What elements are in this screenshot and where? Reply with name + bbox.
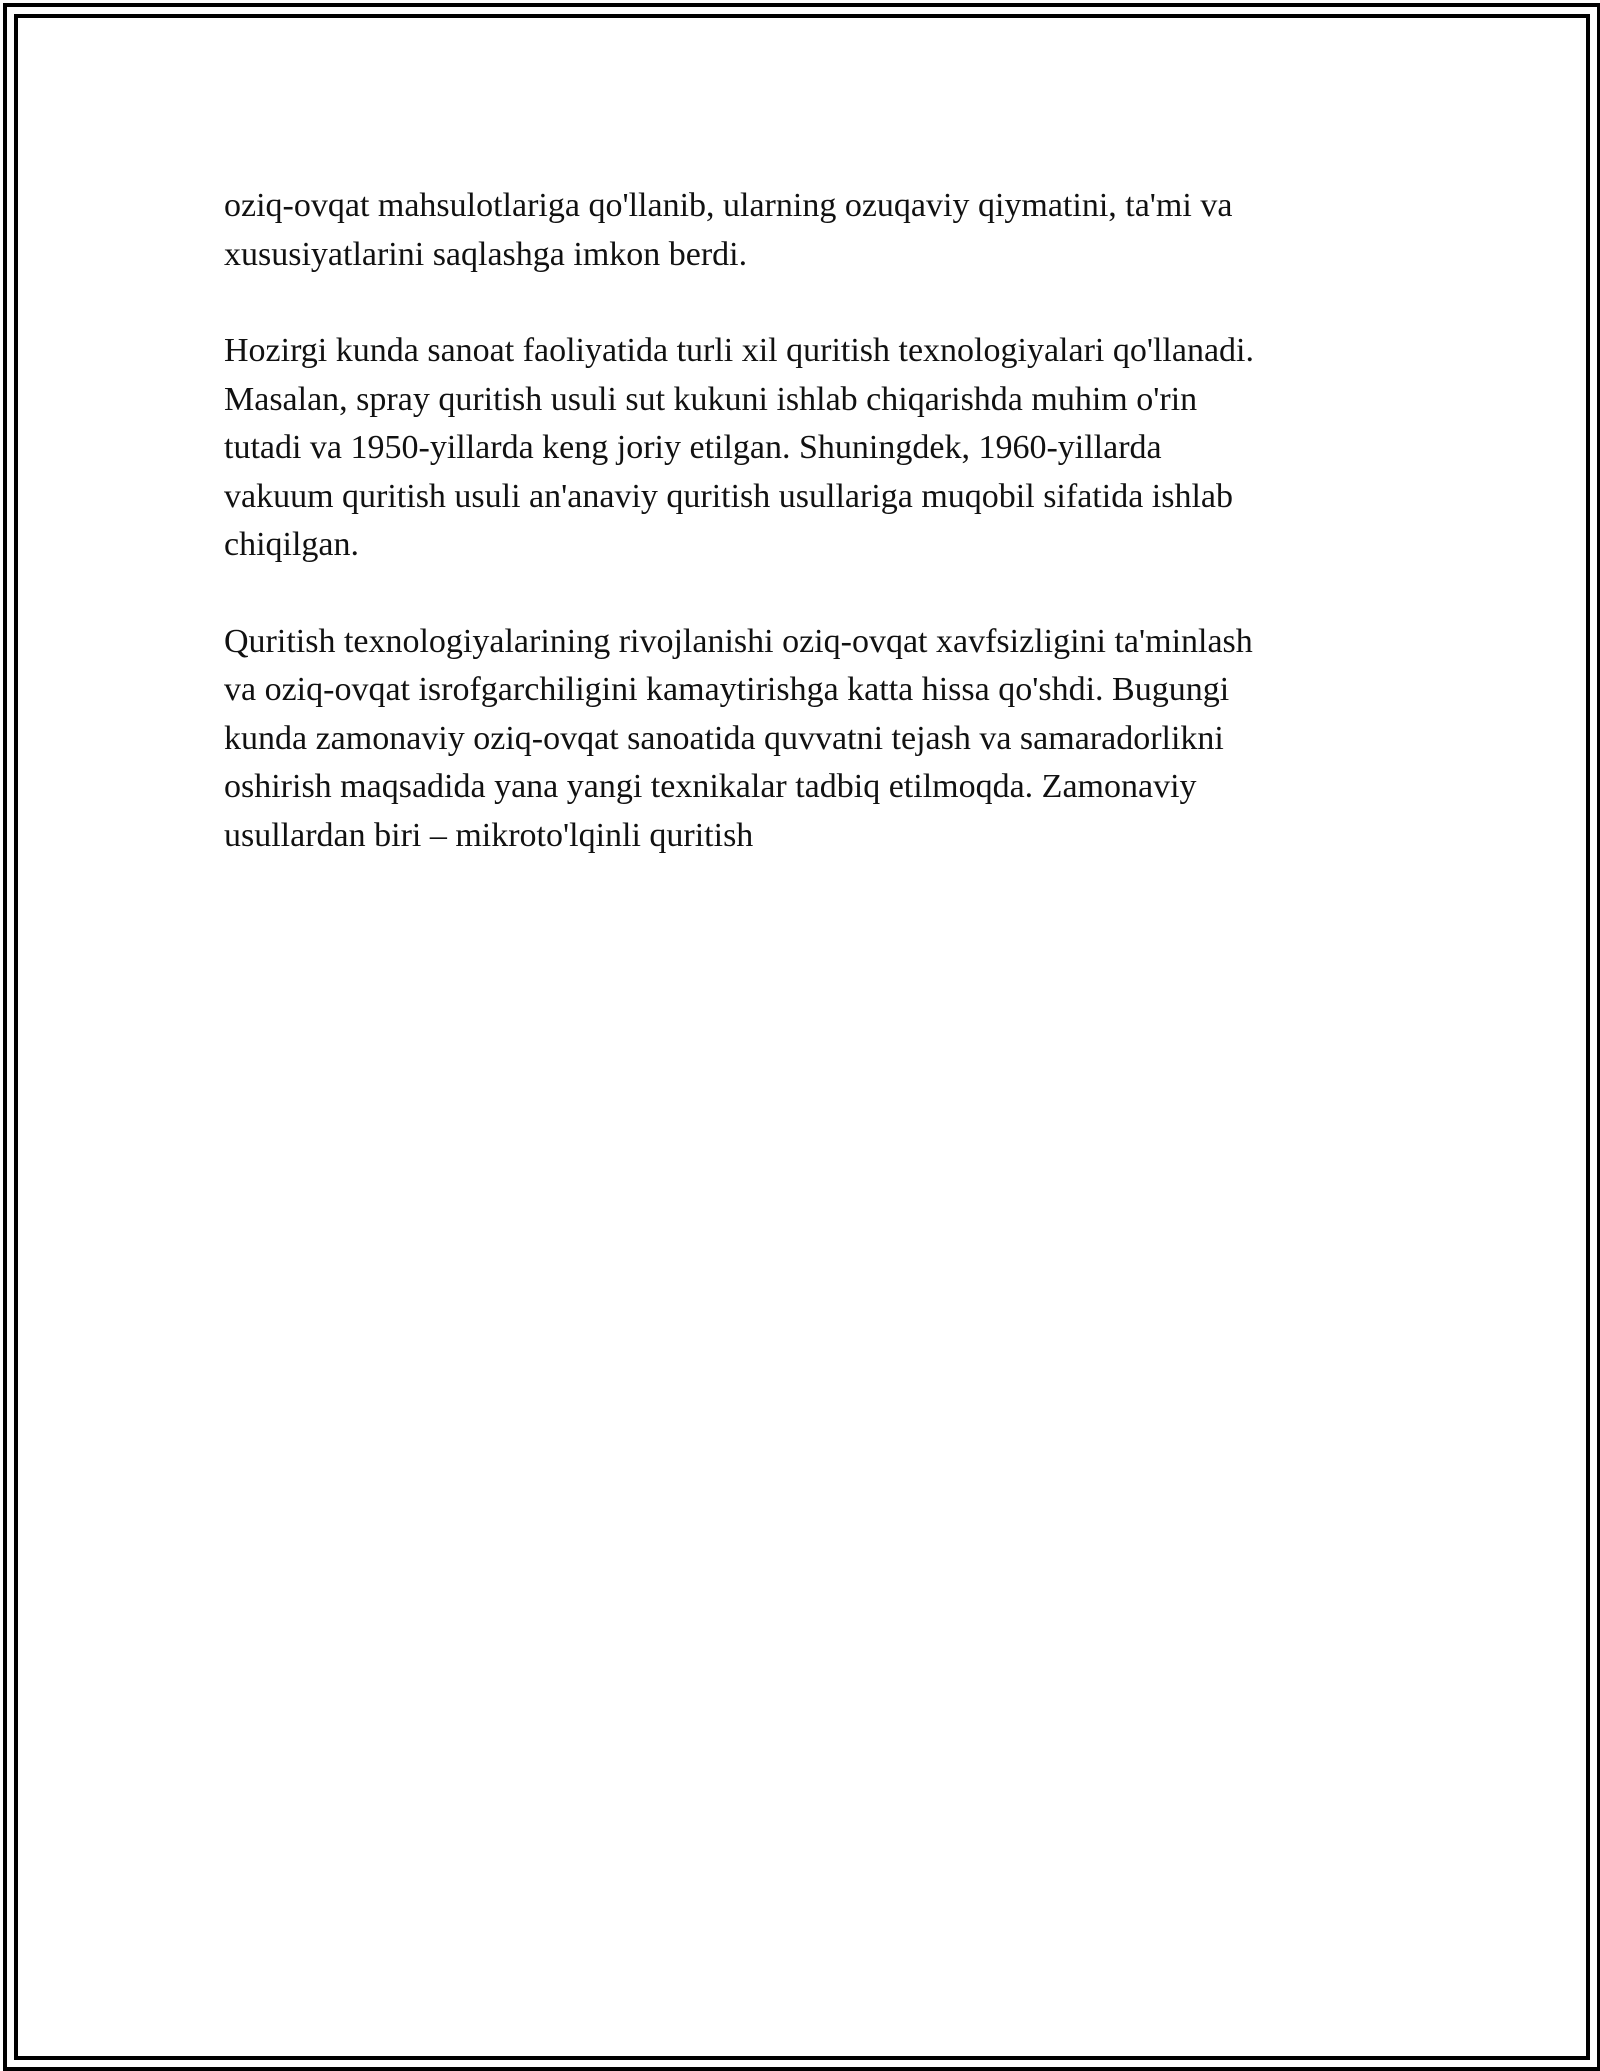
paragraph-1	[224, 182, 1384, 279]
text-line: usullardan biri – mikroto'lqinli quritish	[224, 816, 754, 854]
page-body	[224, 182, 1384, 908]
text-line: xususiyatlarini saqlashga imkon berdi.	[224, 235, 748, 273]
text-line: oshirish maqsadida yana yangi texnikalar tadbiq etilmoqda. Zamonaviy	[224, 768, 1197, 805]
text-line: Masalan, spray quritish usuli sut kukuni ishlab chiqarishda muhim o'rin	[224, 380, 1198, 418]
text-line: Hozirgi kunda sanoat faoliyatida turli xil quritish texnologiyalari qo'llanadi.	[224, 332, 1254, 369]
text-line: vakuum quritish usuli an'anaviy quritish usullariga muqobil sifatida ishlab	[224, 477, 1233, 515]
text-line: tutadi va 1950-yillarda keng joriy etilgan. Shuningdek, 1960-yillarda	[224, 429, 1162, 466]
text-line: oziq-ovqat mahsulotlariga qo'llanib, ularning ozuqaviy qiymatini, ta'mi va	[224, 187, 1233, 224]
text-line: Quritish texnologiyalarining rivojlanishi oziq-ovqat xavfsizligini ta'minlash	[224, 622, 1253, 660]
text-line: chiqilgan.	[224, 526, 360, 563]
paragraph-3	[224, 618, 1384, 861]
text-line: kunda zamonaviy oziq-ovqat sanoatida quvvatni tejash va samaradorlikni	[224, 719, 1224, 757]
paragraph-2	[224, 327, 1384, 570]
text-line: va oziq-ovqat isrofgarchiligini kamaytirishga katta hissa qo'shdi. Bugungi	[224, 671, 1230, 708]
